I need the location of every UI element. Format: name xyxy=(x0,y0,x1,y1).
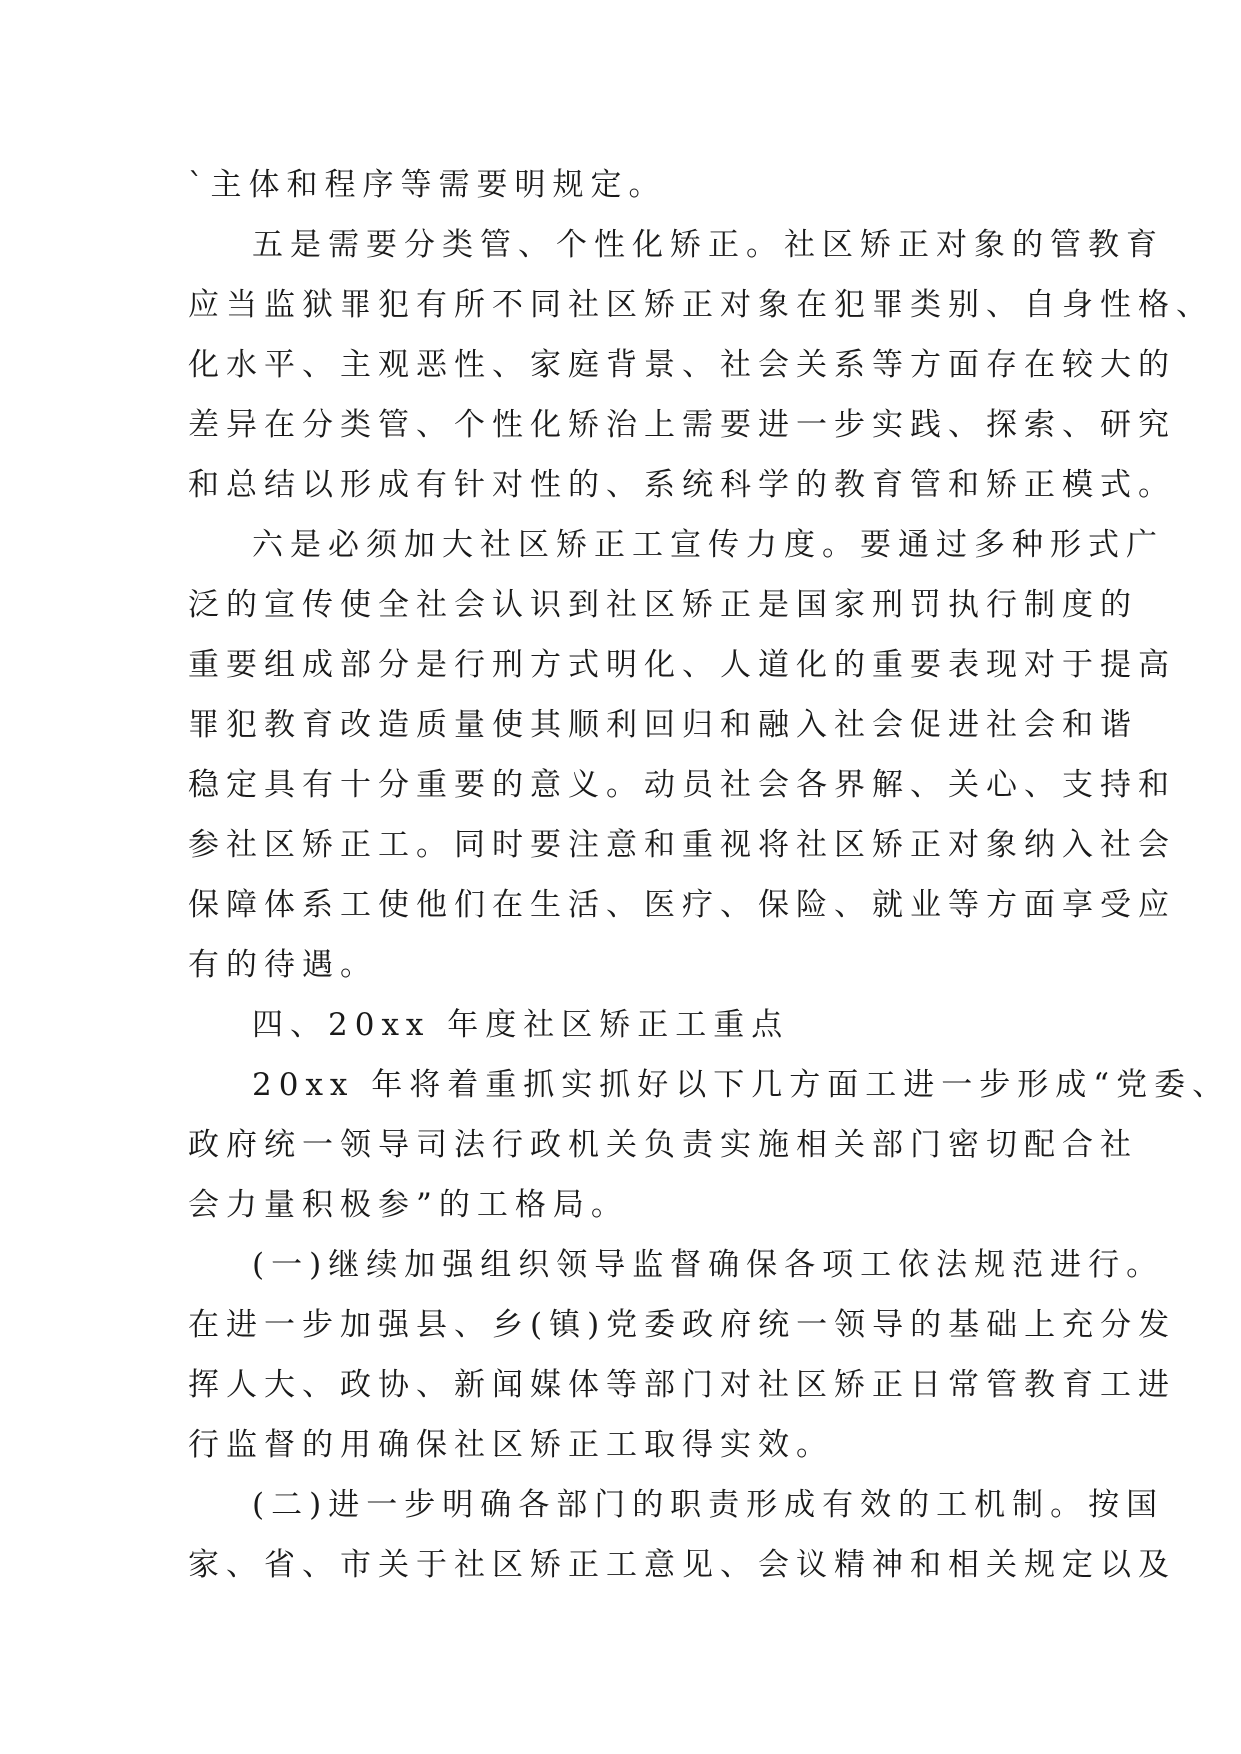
text-line: 差异在分类管、个性化矫治上需要进一步实践、探索、研究 xyxy=(188,407,1176,443)
text-line: 重要组成部分是行刑方式明化、人道化的重要表现对于提高 xyxy=(188,647,1176,683)
text-line: 参社区矫正工。同时要注意和重视将社区矫正对象纳入社会 xyxy=(188,827,1176,863)
text-line: 家、省、市关于社区矫正工意见、会议精神和相关规定以及 xyxy=(188,1547,1176,1583)
text-line: 政府统一领导司法行政机关负责实施相关部门密切配合社 xyxy=(188,1127,1138,1163)
paragraph-start: 五是需要分类管、个性化矫正。社区矫正对象的管教育 xyxy=(252,227,1164,263)
paragraph-start: 六是必须加大社区矫正工宣传力度。要通过多种形式广 xyxy=(252,527,1164,563)
text-line: 罪犯教育改造质量使其顺利回归和融入社会促进社会和谐 xyxy=(188,707,1138,743)
text-line: 和总结以形成有针对性的、系统科学的教育管和矫正模式。 xyxy=(188,467,1176,503)
section-heading: 四、20xx 年度社区矫正工重点 xyxy=(252,1007,790,1043)
text-line: 化水平、主观恶性、家庭背景、社会关系等方面存在较大的 xyxy=(188,347,1176,383)
text-line: 稳定具有十分重要的意义。动员社会各界解、关心、支持和 xyxy=(188,767,1176,803)
paragraph-start: 20xx 年将着重抓实抓好以下几方面工进一步形成“党委、 xyxy=(252,1067,1231,1103)
text-line: `主体和程序等需要明规定。 xyxy=(188,167,667,203)
document-body xyxy=(188,155,1231,1595)
text-line: 保障体系工使他们在生活、医疗、保险、就业等方面享受应 xyxy=(188,887,1176,923)
text-line: 会力量积极参”的工格局。 xyxy=(188,1187,629,1223)
text-line: 挥人大、政协、新闻媒体等部门对社区矫正日常管教育工进 xyxy=(188,1367,1176,1403)
text-line: 行监督的用确保社区矫正工取得实效。 xyxy=(188,1427,834,1463)
subsection-heading: (一)继续加强组织领导监督确保各项工依法规范进行。 xyxy=(252,1247,1165,1283)
text-line: 在进一步加强县、乡(镇)党委政府统一领导的基础上充分发 xyxy=(188,1307,1177,1343)
text-line: 应当监狱罪犯有所不同社区矫正对象在犯罪类别、自身性格、 xyxy=(188,287,1214,323)
text-line: 泛的宣传使全社会认识到社区矫正是国家刑罚执行制度的 xyxy=(188,587,1138,623)
subsection-heading: (二)进一步明确各部门的职责形成有效的工机制。按国 xyxy=(252,1487,1165,1523)
text-line: 有的待遇。 xyxy=(188,947,378,983)
